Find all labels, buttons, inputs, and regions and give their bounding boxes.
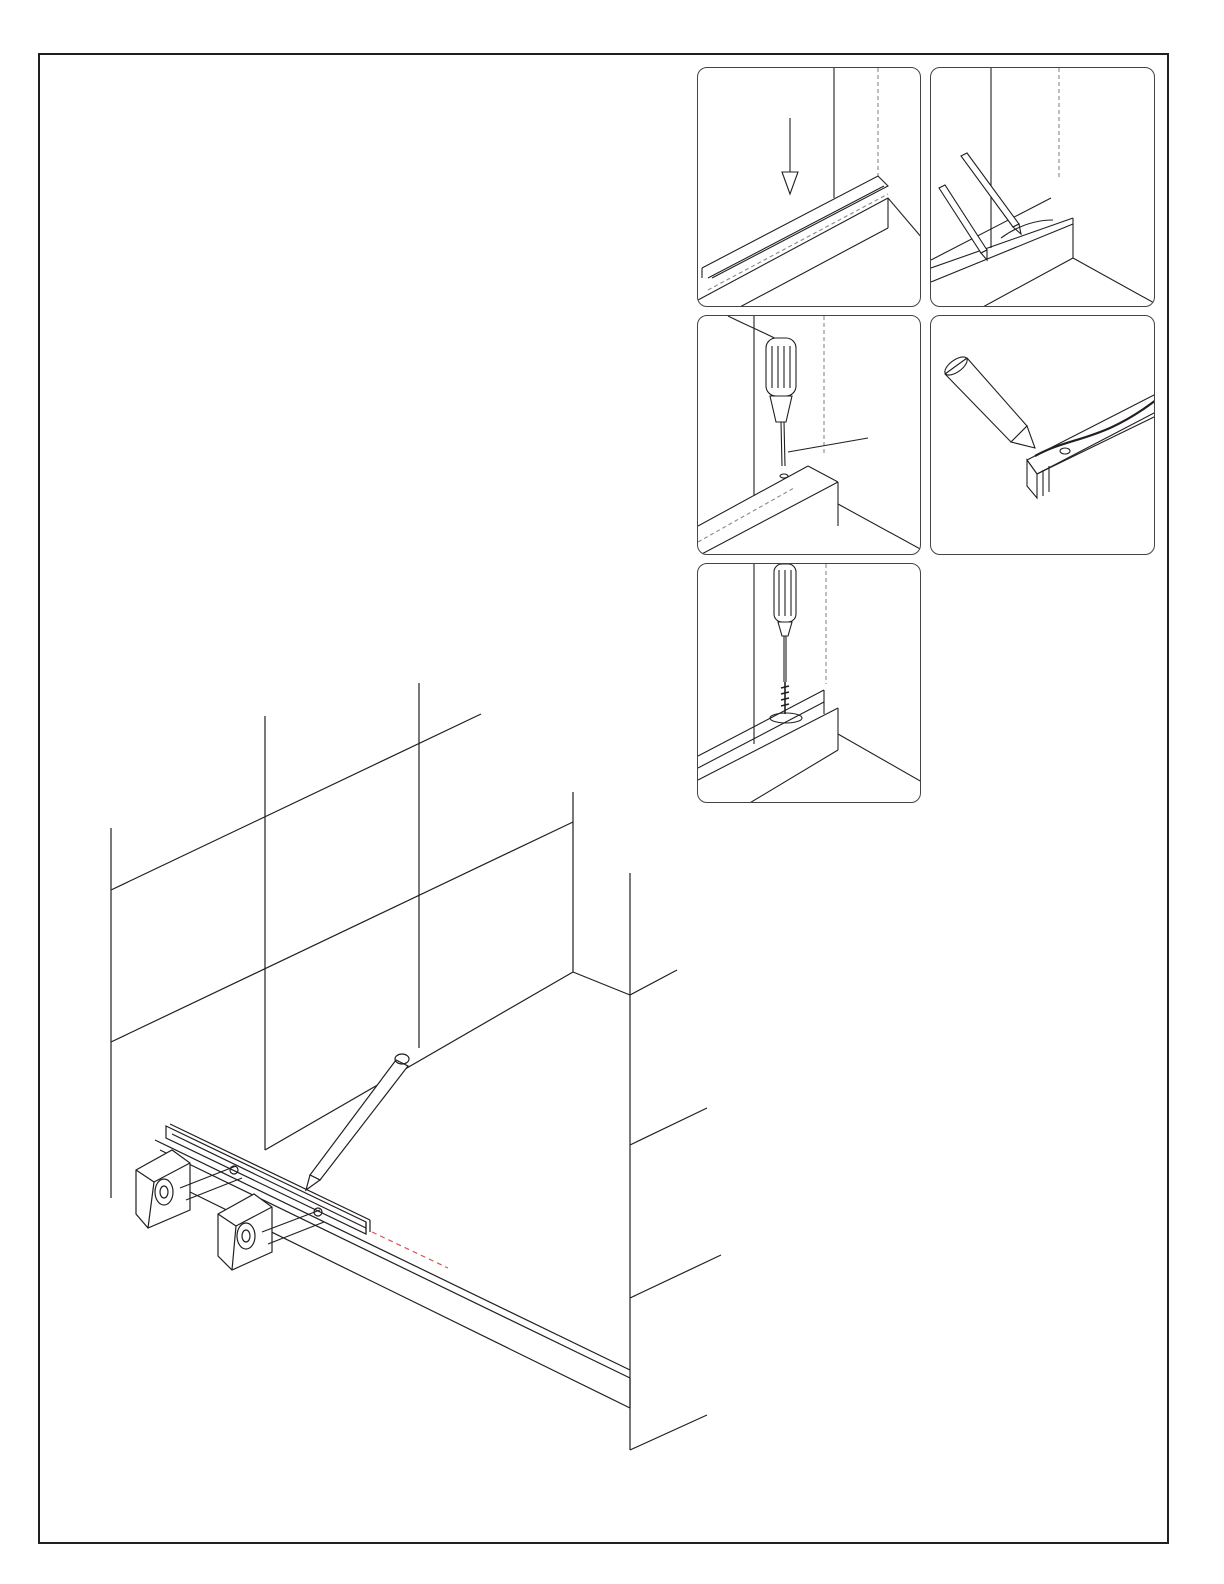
screwdriver-icon — [770, 564, 802, 723]
step-panel-1 — [697, 67, 921, 307]
step-panel-2 — [930, 67, 1155, 307]
drill-icon — [728, 316, 796, 466]
sealant-tube-icon — [942, 354, 1035, 448]
pencil-icon — [939, 185, 987, 260]
step-panel-4 — [930, 315, 1155, 555]
glass-track — [1027, 394, 1155, 498]
arrow-down-icon — [782, 118, 798, 194]
step-panel-3 — [697, 315, 921, 555]
step-panel-5 — [697, 563, 921, 803]
